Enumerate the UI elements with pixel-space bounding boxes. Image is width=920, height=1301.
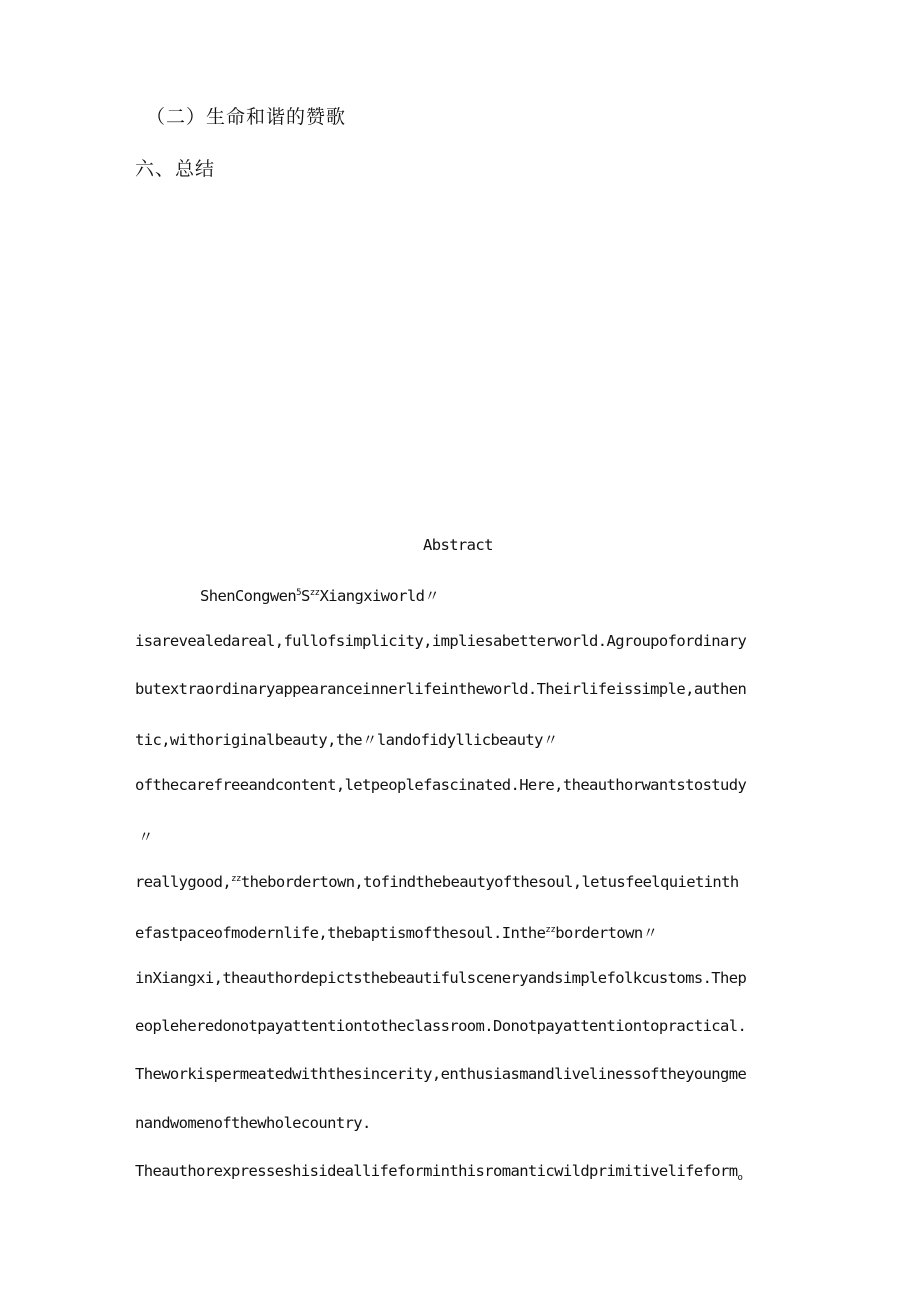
superscript: zz (309, 588, 320, 598)
abstract-line-11: Theworkispermeatedwiththesincerity,enthusiasmandlivelinessoftheyoungme (135, 1065, 747, 1083)
abstract-line-1 (200, 584, 439, 606)
section-heading-2: （二）生命和谐的赞歌 (146, 106, 347, 128)
abstract-line-7 (135, 873, 739, 891)
abstract-line-10: eopleheredonotpayattentiontotheclassroom.Donotpayattentiontopractical. (135, 1017, 747, 1035)
abstract-text: efastpaceofmodernlife,thebaptismofthesoul.Inthe (135, 924, 546, 942)
abstract-line-4: tic,withoriginalbeauty,the〃landofidyllicbeauty〃 (135, 731, 558, 749)
superscript: zz (545, 925, 556, 935)
abstract-line-6: 〃 (138, 828, 153, 846)
abstract-text: reallygood, (135, 873, 232, 891)
abstract-line-5: ofthecarefreeandcontent,letpeoplefascinated.Here,theauthorwantstostudy (135, 776, 747, 794)
abstract-line-12: nandwomenofthewholecountry. (135, 1114, 371, 1132)
abstract-text: ShenCongwen (200, 587, 297, 605)
superscript: 5 (296, 588, 301, 598)
abstract-text: bordertown〃 (555, 924, 658, 942)
subscript: o (737, 1173, 743, 1183)
abstract-line-13 (135, 1162, 742, 1183)
abstract-line-2: isarevealedareal,fullofsimplicity,impliesabetterworld.Agroupofordinary (135, 632, 747, 650)
section-heading-6: 六、总结 (135, 158, 216, 180)
abstract-text: S (300, 587, 310, 605)
superscript: zz (231, 874, 241, 884)
abstract-text: thebordertown,tofindthebeautyofthesoul,letusfeelquietinth (240, 873, 739, 891)
abstract-line-3: butextraordinaryappearanceinnerlifeintheworld.Theirlifeissimple,authen (135, 680, 747, 698)
abstract-text: Theauthorexpresseshisideallifeforminthisromanticwildprimitivelifeform (135, 1162, 738, 1180)
abstract-title: Abstract (423, 536, 493, 554)
abstract-line-8 (135, 921, 657, 943)
abstract-text: Xiangxiworld〃 (319, 587, 440, 605)
abstract-line-9: inXiangxi,theauthordepictsthebeautifulsceneryandsimplefolkcustoms.Thep (135, 969, 747, 987)
